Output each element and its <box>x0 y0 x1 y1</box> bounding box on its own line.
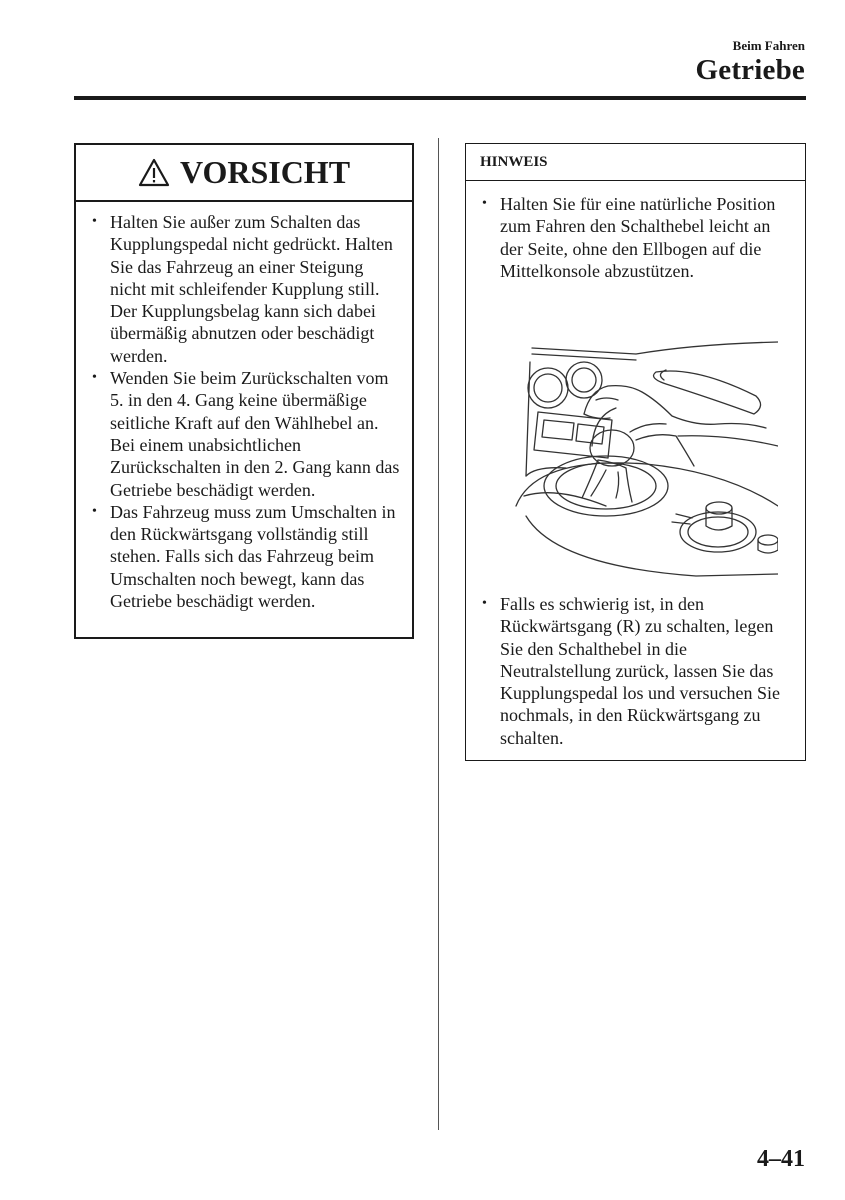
warning-triangle-icon <box>138 158 170 188</box>
note-item: • Halten Sie für eine natürliche Position zum Fahren den Schalthebel leicht an der Seite, ohne den Ellbogen auf die Mittelkonsole abzustützen. <box>480 193 797 282</box>
column-divider <box>438 138 439 1130</box>
caution-item: • Halten Sie außer zum Schalten das Kupplungspedal nicht gedrückt. Halten Sie das Fahrzeug an einer Steigung nicht mit schleifender Kupplung still. Der Kupplungsbelag kann sich dabei übermäßig abnutzen oder beschädigt werden. <box>90 211 402 367</box>
note-box <box>465 143 806 761</box>
header-rule <box>74 96 806 100</box>
caution-list <box>90 211 402 612</box>
caution-item: • Das Fahrzeug muss zum Umschalten in den Rückwärtsgang vollständig still stehen. Falls sich das Fahrzeug beim Umschalten noch bewegt, kann das Getriebe beschädigt werden. <box>90 501 402 612</box>
page-title: Getriebe <box>695 54 805 86</box>
caution-item: • Wenden Sie beim Zurückschalten vom 5. in den 4. Gang keine übermäßige seitliche Kraft auf den Wählhebel an. Bei einem unabsichtlichen Zurückschalten in den 2. Gang kann das Getriebe beschädigt werden. <box>90 367 402 501</box>
caution-title: VORSICHT <box>179 154 351 190</box>
gear-shift-hand-illustration <box>496 336 778 586</box>
note-list <box>480 593 797 749</box>
section-label: Beim Fahren <box>732 38 805 53</box>
caution-header <box>76 145 412 202</box>
page-number: 4–41 <box>757 1146 805 1172</box>
caution-box <box>74 143 414 639</box>
note-title: HINWEIS <box>466 144 805 181</box>
note-list <box>480 193 797 282</box>
note-item: • Falls es schwierig ist, in den Rückwärtsgang (R) zu schalten, legen Sie den Schalthebel in die Neutralstellung zurück, lassen Sie das Kupplungspedal los und versuchen Sie nochmals, in den Rückwärtsgang zu schalten. <box>480 593 797 749</box>
